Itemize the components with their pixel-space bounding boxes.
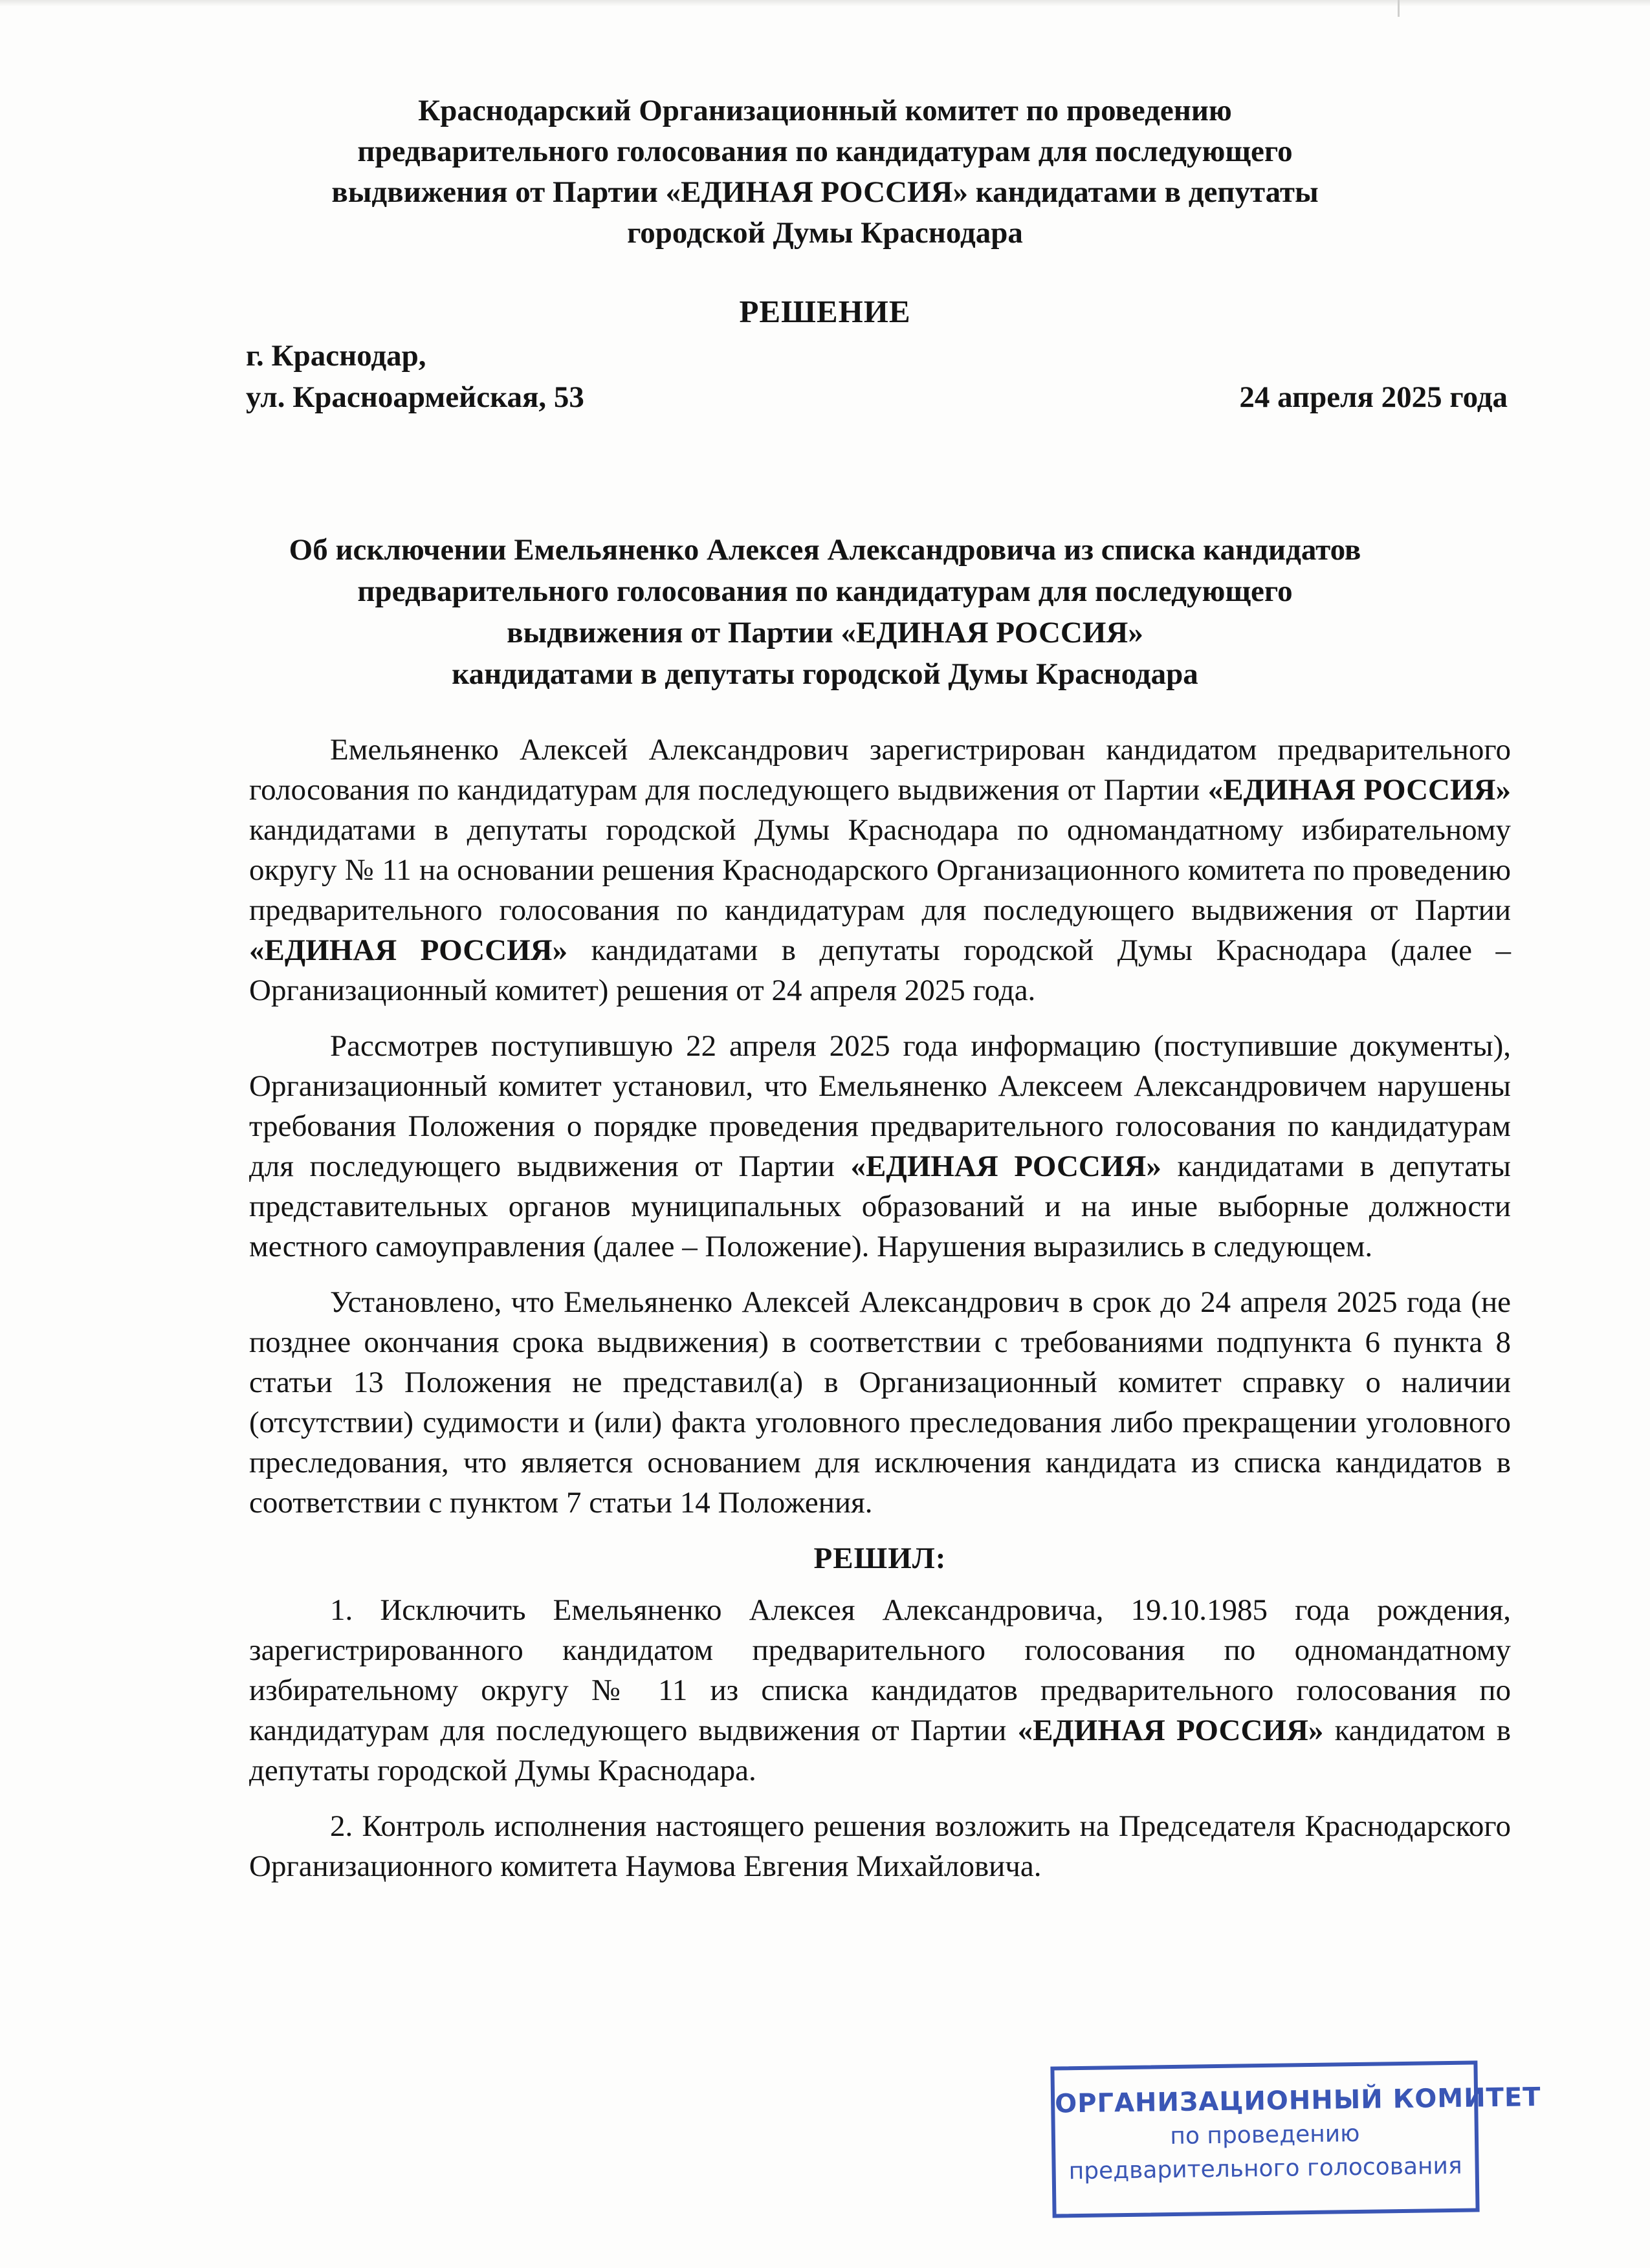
paragraph-violation [249,1026,1511,1267]
stamp-line-2: по проведению [1170,2120,1360,2150]
decision-body [249,730,1511,1902]
party-name: «ЕДИНАЯ РОССИЯ» [1207,773,1511,807]
resolution-item-2: 2. Контроль исполнения настоящего решения возложить на Председателя Краснодарского Организационного комитета Наумова Евгения Михайловича. [249,1809,1511,1883]
subject-line-1: Об исключении Емельяненко Алексея Александровича из списка кандидатов [289,533,1361,567]
paragraph-text: кандидатами в депутаты представительных органов муниципальных образований и на иные выборные должности местного самоуправления (далее – Положение). Нарушения выразились в следующем. [249,1150,1511,1263]
paragraph-text: кандидатом в депутаты городской Думы Краснодара. [249,1714,1511,1787]
place-address: ул. Красноармейская, 53 [246,380,584,414]
paragraph-text: Рассмотрев поступившую 22 апреля 2025 года информацию (поступившие документы), Организационный комитет установил, что Емельяненко Алексеем Александровичем нарушены требования Положения о порядке проведения предварительного голосования по кандидатурам для последующего выдвижения от Партии [249,1029,1511,1183]
party-name: «ЕДИНАЯ РОССИЯ» [1017,1714,1324,1747]
paragraph-text: кандидатами в депутаты городской Думы Краснодара (далее – Организационный комитет) решения от 24 апреля 2025 года. [249,933,1511,1007]
subject-line-4: кандидатами в депутаты городской Думы Краснодара [452,657,1198,691]
decision-subject [214,529,1436,695]
decision-title: РЕШЕНИЕ [739,294,911,329]
paragraph-text: 1. Исключить Емельяненко Алексея Александровича, 19.10.1985 года рождения, зарегистрированного кандидатом предварительного голосования по одномандатному избирательному округу № 11 из списка кандидатов предварительного голосования по кандидатурам для последующего выдвижения от Партии [249,1593,1511,1747]
scan-top-edge [0,0,1650,6]
header-line-2: предварительного голосования по кандидатурам для последующего [357,135,1293,168]
subject-line-2: предварительного голосования по кандидатурам для последующего [357,574,1293,608]
paragraph-text: кандидатами в депутаты городской Думы Краснодара по одномандатному избирательному округу № 11 на основании решения Краснодарского Организационного комитета по проведению предварительного голосования по кандидатурам для последующего выдвижения от Партии [249,813,1511,927]
stamp-line-3: предварительного голосования [1068,2152,1462,2185]
resolved-heading: РЕШИЛ: [813,1542,947,1575]
header-line-4: городской Думы Краснодара [627,216,1023,250]
subject-line-3: выдвижения от Партии «ЕДИНАЯ РОССИЯ» [507,616,1143,649]
decision-place [246,335,584,418]
party-name: «ЕДИНАЯ РОССИЯ» [850,1150,1161,1183]
header-line-3: выдвижения от Партии «ЕДИНАЯ РОССИЯ» кандидатами в депутаты [331,175,1319,209]
party-name: «ЕДИНАЯ РОССИЯ» [249,933,568,967]
paragraph-text: Емельяненко Алексей Александрович зарегистрирован кандидатом предварительного голосования по кандидатурам для последующего выдвижения от Партии [249,733,1511,807]
resolution-item-1 [249,1590,1511,1791]
organization-header [259,91,1391,254]
paragraph-established: Установлено, что Емельяненко Алексей Александрович в срок до 24 апреля 2025 года (не позднее окончания срока выдвижения) в соответствии с требованиями подпункта 6 пункта 8 статьи 13 Положения не представил(а) в Организационный комитет справку о наличии (отсутствии) судимости и (или) факта уголовного преследования либо прекращении уголовного преследования, что является основанием для исключения кандидата из списка кандидатов в соответствии с пунктом 7 статьи 14 Положения. [249,1285,1511,1520]
decision-date: 24 апреля 2025 года [1239,380,1508,414]
stamp-line-1: ОРГАНИЗАЦИОННЫЙ КОМИТЕТ [1054,2082,1541,2119]
scan-mark [1398,0,1400,17]
paragraph-registration [249,730,1511,1010]
header-line-1: Краснодарский Организационный комитет по проведению [418,94,1232,127]
place-city: г. Краснодар, [246,339,426,373]
committee-stamp [1050,2060,1541,2218]
